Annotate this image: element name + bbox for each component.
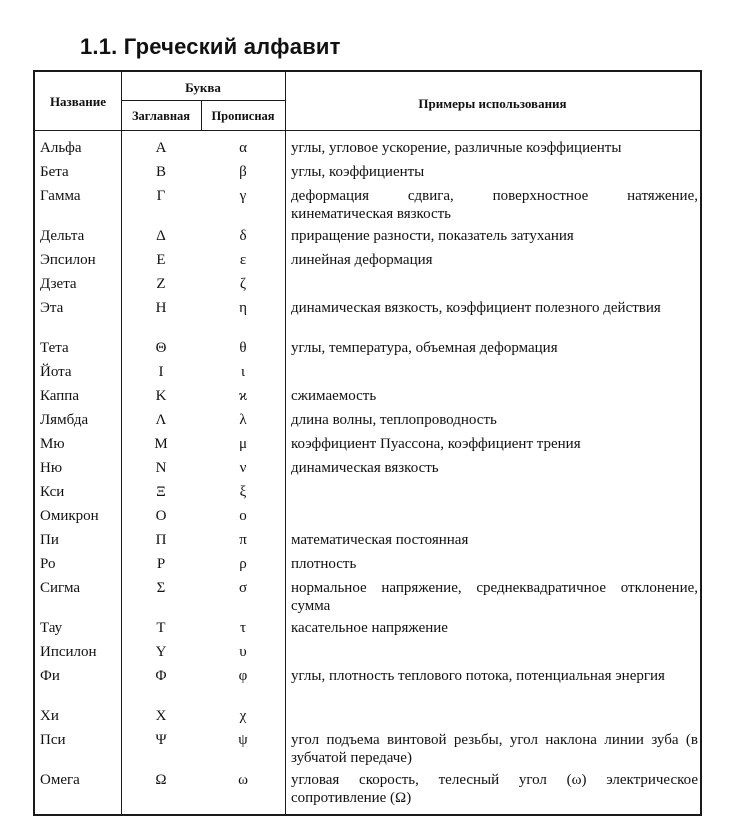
letter-name: Каппа	[40, 388, 79, 404]
letter-name: Ню	[40, 460, 63, 476]
uppercase-letter: Μ	[154, 436, 168, 452]
header-divider	[35, 130, 700, 131]
letter-name: Фи	[40, 668, 60, 684]
lowercase-letter: ν	[239, 460, 247, 476]
lowercase-letter: φ	[238, 668, 248, 684]
letter-name: Альфа	[40, 140, 82, 156]
letter-name: Мю	[40, 436, 65, 452]
header-divider	[121, 100, 285, 101]
usage-examples: деформация сдвига, поверхностное натяжение, кинематическая вязкость	[291, 188, 698, 222]
uppercase-letter: Υ	[155, 644, 167, 660]
lowercase-letter: θ	[239, 340, 247, 356]
uppercase-letter: Ν	[155, 460, 167, 476]
uppercase-letter: Χ	[155, 708, 167, 724]
usage-examples: углы, коэффициенты	[291, 164, 425, 180]
letter-name: Омега	[40, 772, 80, 788]
header-name: Название	[49, 94, 107, 109]
uppercase-letter: Ε	[156, 252, 166, 268]
usage-examples: линейная деформация	[291, 252, 433, 268]
header-letter: Буква	[185, 80, 221, 95]
letter-name: Ро	[40, 556, 56, 572]
lowercase-letter: ξ	[239, 484, 247, 500]
uppercase-letter: Σ	[156, 580, 166, 596]
letter-name: Кси	[40, 484, 65, 500]
lowercase-letter: ι	[240, 364, 246, 380]
usage-examples: приращение разности, показатель затухания	[291, 228, 574, 244]
letter-name: Пси	[40, 732, 66, 748]
uppercase-letter: Β	[155, 164, 166, 180]
uppercase-letter: Ω	[155, 772, 167, 788]
letter-name: Хи	[40, 708, 59, 724]
uppercase-letter: Η	[155, 300, 167, 316]
lowercase-letter: π	[239, 532, 247, 548]
uppercase-letter: Θ	[155, 340, 167, 356]
usage-examples: динамическая вязкость	[291, 460, 439, 476]
usage-examples: касательное напряжение	[291, 620, 448, 636]
uppercase-letter: Π	[155, 532, 167, 548]
usage-examples: углы, угловое ускорение, различные коэффициенты	[291, 140, 622, 156]
usage-examples: нормальное напряжение, среднеквадратичное отклонение, сумма	[291, 580, 698, 614]
lowercase-letter: τ	[239, 620, 247, 636]
letter-name: Тау	[40, 620, 63, 636]
letter-name: Гамма	[40, 188, 81, 204]
header-uppercase: Заглавная	[131, 109, 191, 123]
letter-name: Йота	[40, 364, 72, 380]
lowercase-letter: ε	[239, 252, 247, 268]
usage-examples: плотность	[291, 556, 357, 572]
lowercase-letter: ω	[238, 772, 248, 788]
usage-examples: сжимаемость	[291, 388, 377, 404]
lowercase-letter: β	[239, 164, 247, 180]
lowercase-letter: ο	[239, 508, 247, 524]
uppercase-letter: Λ	[155, 412, 167, 428]
usage-examples: угловая скорость, телесный угол (ω) электрическое сопротивление (Ω)	[291, 772, 698, 806]
uppercase-letter: Ρ	[156, 556, 166, 572]
letter-name: Эта	[40, 300, 64, 316]
letter-name: Бета	[40, 164, 69, 180]
letter-name: Лямбда	[40, 412, 89, 428]
header-lowercase: Прописная	[211, 109, 275, 123]
letter-name: Омикрон	[40, 508, 99, 524]
usage-examples: угол подъема винтовой резьбы, угол наклона линии зуба (в зубчатой передаче)	[291, 732, 698, 766]
lowercase-letter: χ	[239, 708, 247, 724]
lowercase-letter: γ	[239, 188, 247, 204]
usage-examples: коэффициент Пуассона, коэффициент трения	[291, 436, 581, 452]
uppercase-letter: Κ	[155, 388, 167, 404]
lowercase-letter: δ	[239, 228, 247, 244]
lowercase-letter: ϰ	[238, 388, 248, 404]
header-usage: Примеры использования	[418, 96, 567, 111]
letter-name: Дельта	[40, 228, 85, 244]
lowercase-letter: ρ	[239, 556, 247, 572]
letter-name: Эпсилон	[40, 252, 96, 268]
lowercase-letter: υ	[239, 644, 247, 660]
usage-examples: длина волны, теплопроводность	[291, 412, 497, 428]
column-divider	[285, 72, 286, 814]
uppercase-letter: Φ	[155, 668, 167, 684]
uppercase-letter: Ι	[158, 364, 164, 380]
usage-examples: углы, температура, объемная деформация	[291, 340, 558, 356]
usage-examples: углы, плотность теплового потока, потенциальная энергия	[291, 668, 665, 684]
lowercase-letter: σ	[238, 580, 248, 596]
letter-name: Пи	[40, 532, 59, 548]
uppercase-letter: Γ	[156, 188, 166, 204]
letter-name: Дзета	[40, 276, 77, 292]
lowercase-letter: λ	[239, 412, 247, 428]
uppercase-letter: Ξ	[156, 484, 166, 500]
letter-name: Ипсилон	[40, 644, 97, 660]
lowercase-letter: ψ	[238, 732, 248, 748]
uppercase-letter: Δ	[156, 228, 166, 244]
uppercase-letter: Ο	[155, 508, 167, 524]
uppercase-letter: Ζ	[156, 276, 166, 292]
lowercase-letter: ζ	[239, 276, 247, 292]
uppercase-letter: Α	[155, 140, 167, 156]
lowercase-letter: η	[239, 300, 247, 316]
usage-examples: математическая постоянная	[291, 532, 469, 548]
uppercase-letter: Τ	[156, 620, 166, 636]
usage-examples: динамическая вязкость, коэффициент полезного действия	[291, 300, 661, 316]
lowercase-letter: μ	[238, 436, 248, 452]
lowercase-letter: α	[239, 140, 247, 156]
letter-name: Тета	[40, 340, 69, 356]
page-title: 1.1. Греческий алфавит	[80, 34, 341, 59]
greek-alphabet-table	[33, 70, 702, 816]
uppercase-letter: Ψ	[155, 732, 167, 748]
letter-name: Сигма	[40, 580, 81, 596]
